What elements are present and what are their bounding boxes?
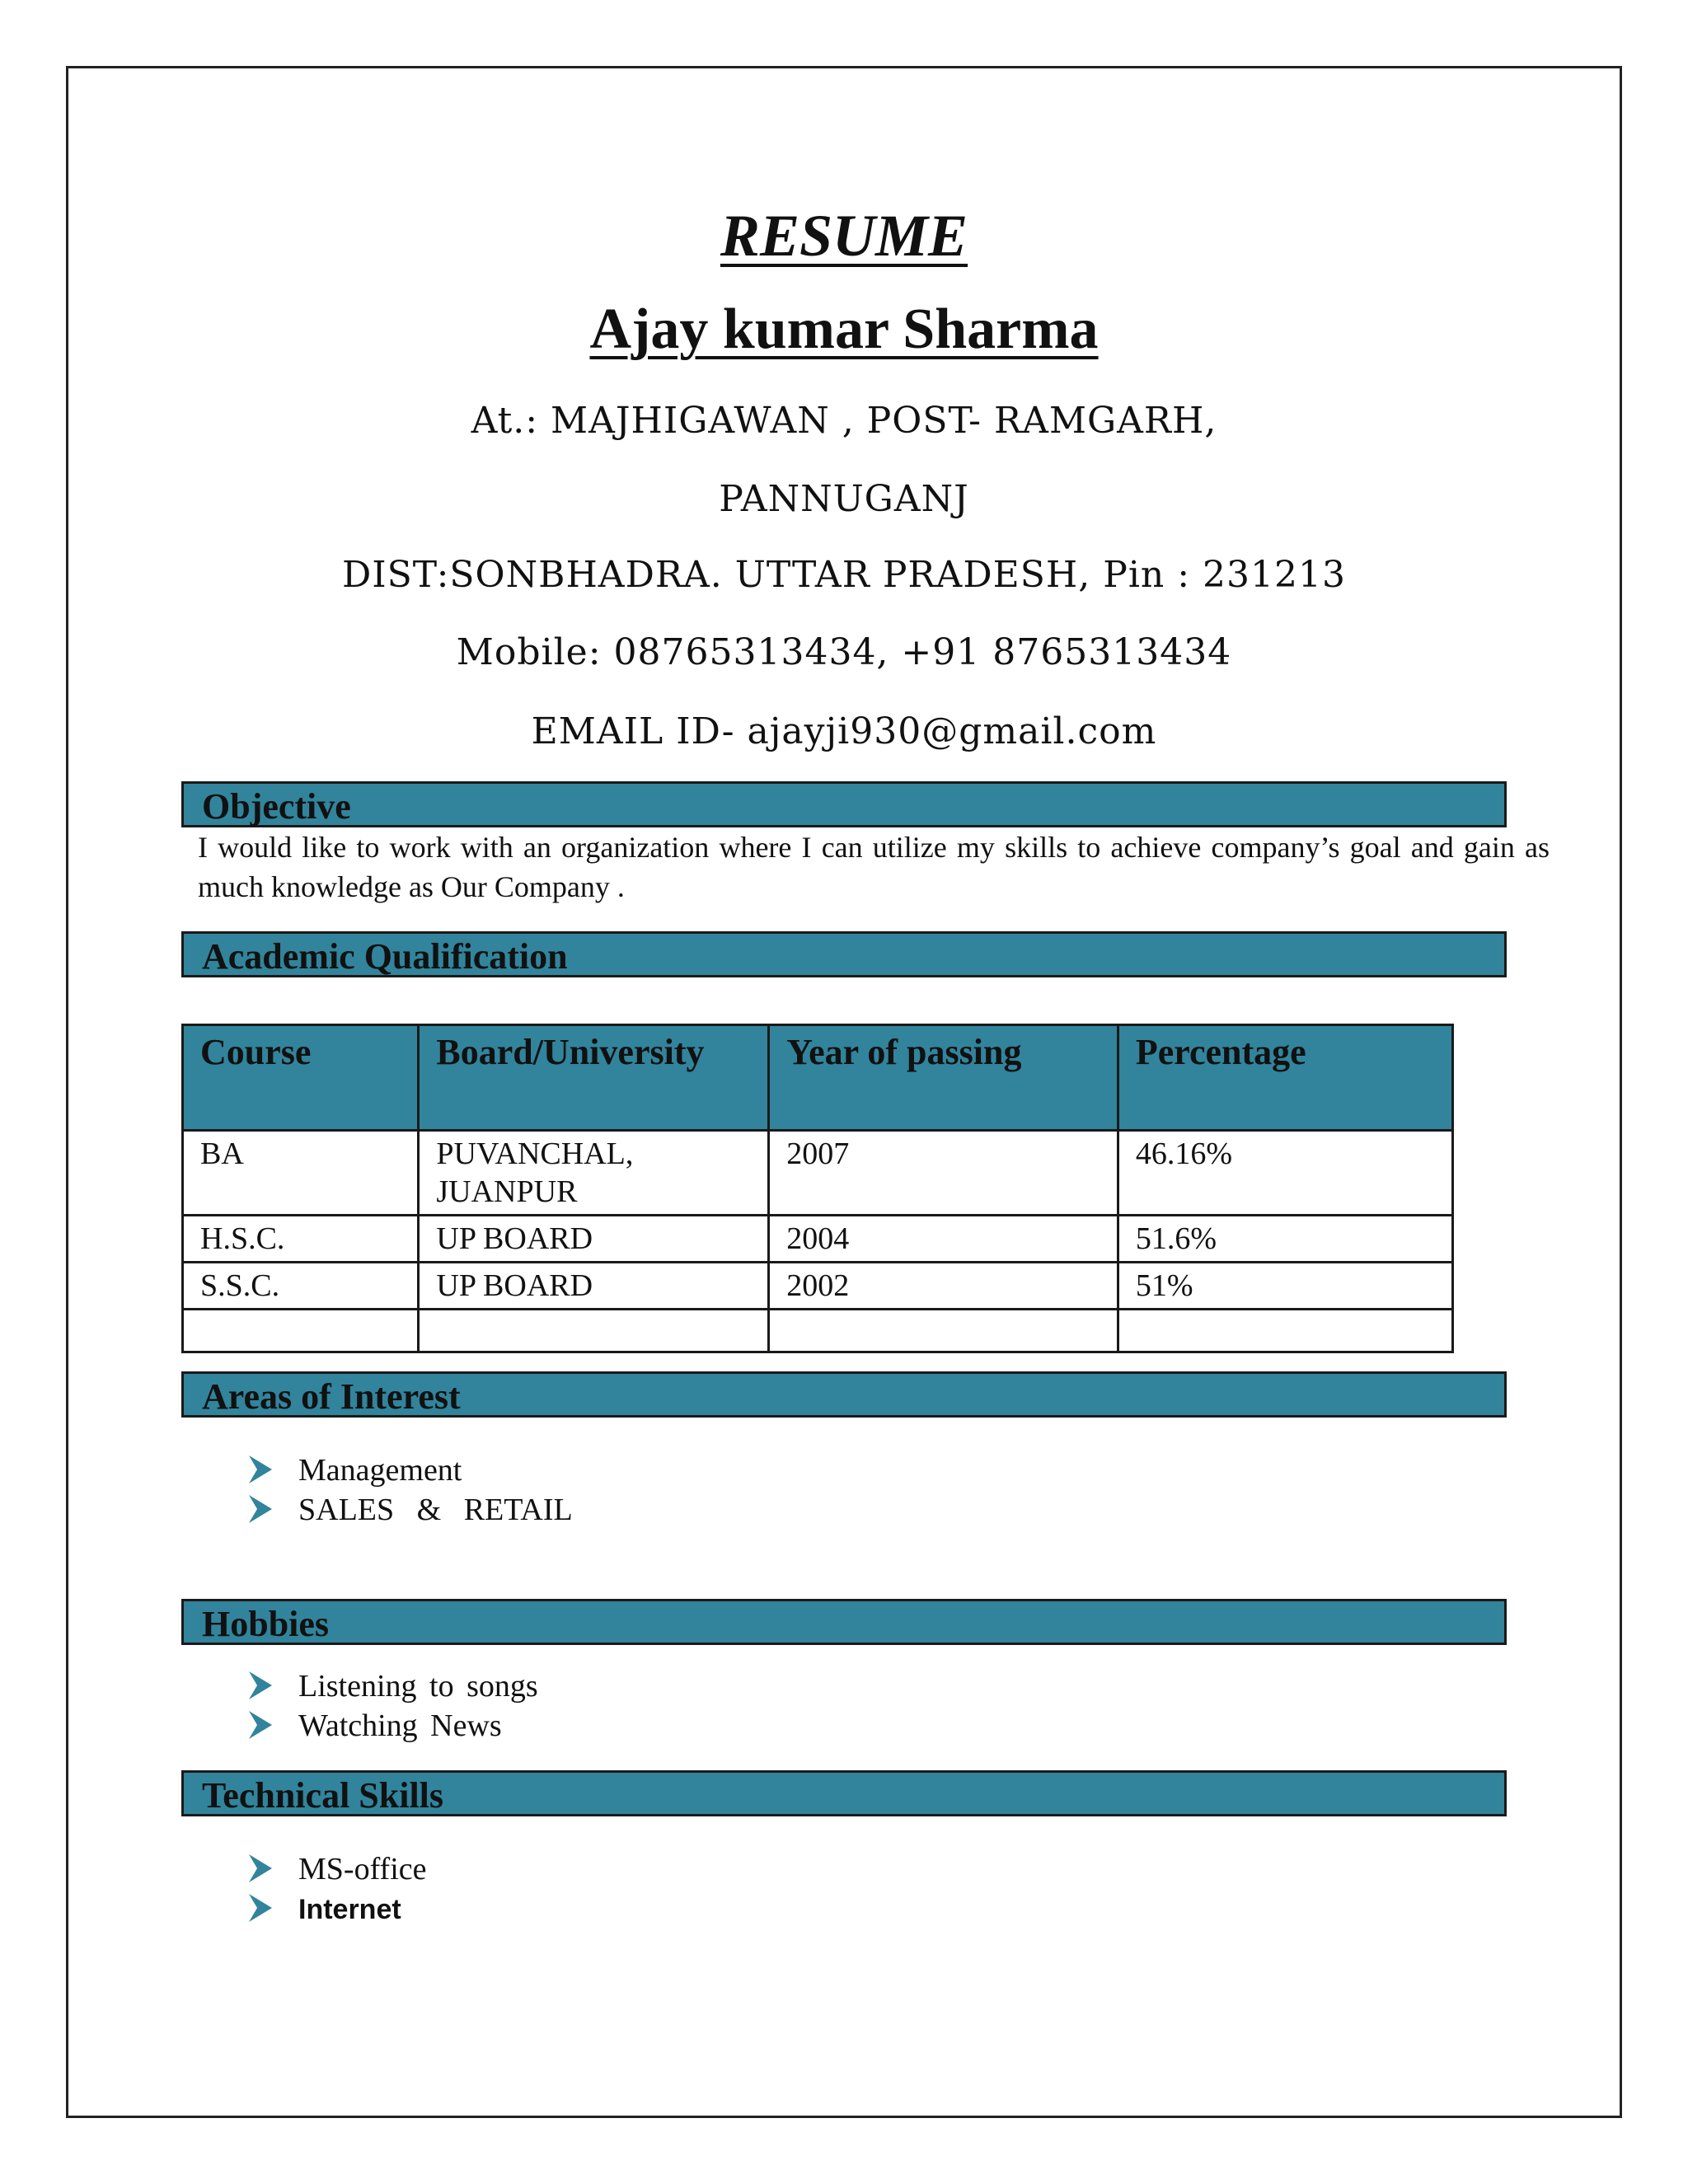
resume-title: RESUME (720, 203, 968, 269)
table-header-row (183, 1025, 1453, 1131)
column-header: Year of passing (769, 1025, 1118, 1131)
list-item (247, 1889, 427, 1929)
table-cell (183, 1310, 419, 1352)
table-row (183, 1131, 1453, 1216)
address-line-3: DIST:SONBHADRA. UTTAR PRADESH, Pin : 231213 (341, 554, 1346, 596)
academic-table (181, 1024, 1454, 1353)
table-cell: BA (183, 1131, 419, 1216)
arrowhead-bullet-icon (247, 1670, 274, 1701)
academic-heading-bar (181, 931, 1507, 977)
address-line-1: At.: MAJHIGAWAN , POST- RAMGARH, (471, 400, 1217, 442)
arrowhead-bullet-icon (247, 1709, 274, 1741)
objective-heading: Objective (202, 786, 351, 827)
list-item-label: Internet (298, 1894, 401, 1925)
table-cell (419, 1310, 769, 1352)
table-cell: 46.16% (1118, 1131, 1452, 1216)
list-item-label: Management (298, 1453, 462, 1488)
skills-heading: Technical Skills (202, 1775, 444, 1816)
table-cell: 2007 (769, 1131, 1118, 1216)
table-row (183, 1310, 1453, 1352)
list-item (247, 1490, 573, 1530)
academic-heading: Academic Qualification (202, 936, 568, 977)
mobile-number: Mobile: 08765313434, +91 8765313434 (456, 631, 1232, 673)
column-header: Percentage (1118, 1025, 1452, 1131)
email-address: EMAIL ID- ajayji930@gmail.com (531, 710, 1157, 752)
interests-heading: Areas of Interest (202, 1376, 461, 1417)
arrowhead-bullet-icon (247, 1493, 274, 1525)
objective-heading-bar (181, 781, 1507, 827)
objective-text: I would like to work with an organization where I can utilize my skills to achieve company’s goal and gain as much knowledge as Our Company . (198, 831, 1550, 903)
list-item (247, 1849, 427, 1889)
table-cell (1118, 1310, 1452, 1352)
list-item (247, 1706, 538, 1746)
interests-list (247, 1451, 573, 1530)
arrowhead-bullet-icon (247, 1853, 274, 1884)
column-header: Course (183, 1025, 419, 1131)
table-cell (769, 1310, 1118, 1352)
table-cell: 51.6% (1118, 1216, 1452, 1263)
table-cell: 2002 (769, 1263, 1118, 1310)
arrowhead-bullet-icon (247, 1454, 274, 1485)
skills-heading-bar (181, 1770, 1507, 1816)
list-item-label: MS-office (298, 1852, 427, 1886)
skills-list (247, 1849, 427, 1929)
list-item-label: Watching News (298, 1708, 502, 1743)
list-item-label: Listening to songs (298, 1669, 538, 1704)
hobbies-heading: Hobbies (202, 1604, 330, 1644)
address-line-2: PANNUGANJ (719, 478, 969, 520)
list-item-label: SALES & RETAIL (298, 1493, 573, 1527)
column-header: Board/University (419, 1025, 769, 1131)
table-row (183, 1216, 1453, 1263)
list-item (247, 1451, 573, 1490)
interests-heading-bar (181, 1371, 1507, 1418)
list-item (247, 1666, 538, 1706)
table-row (183, 1263, 1453, 1310)
table-cell: UP BOARD (419, 1263, 769, 1310)
table-cell: 51% (1118, 1263, 1452, 1310)
table-cell: UP BOARD (419, 1216, 769, 1263)
table-cell: S.S.C. (183, 1263, 419, 1310)
table-cell: PUVANCHAL, JUANPUR (419, 1131, 769, 1216)
hobbies-list (247, 1666, 538, 1746)
arrowhead-bullet-icon (247, 1892, 274, 1924)
table-cell: H.S.C. (183, 1216, 419, 1263)
candidate-name: Ajay kumar Sharma (589, 298, 1099, 361)
hobbies-heading-bar (181, 1599, 1507, 1645)
table-cell: 2004 (769, 1216, 1118, 1263)
